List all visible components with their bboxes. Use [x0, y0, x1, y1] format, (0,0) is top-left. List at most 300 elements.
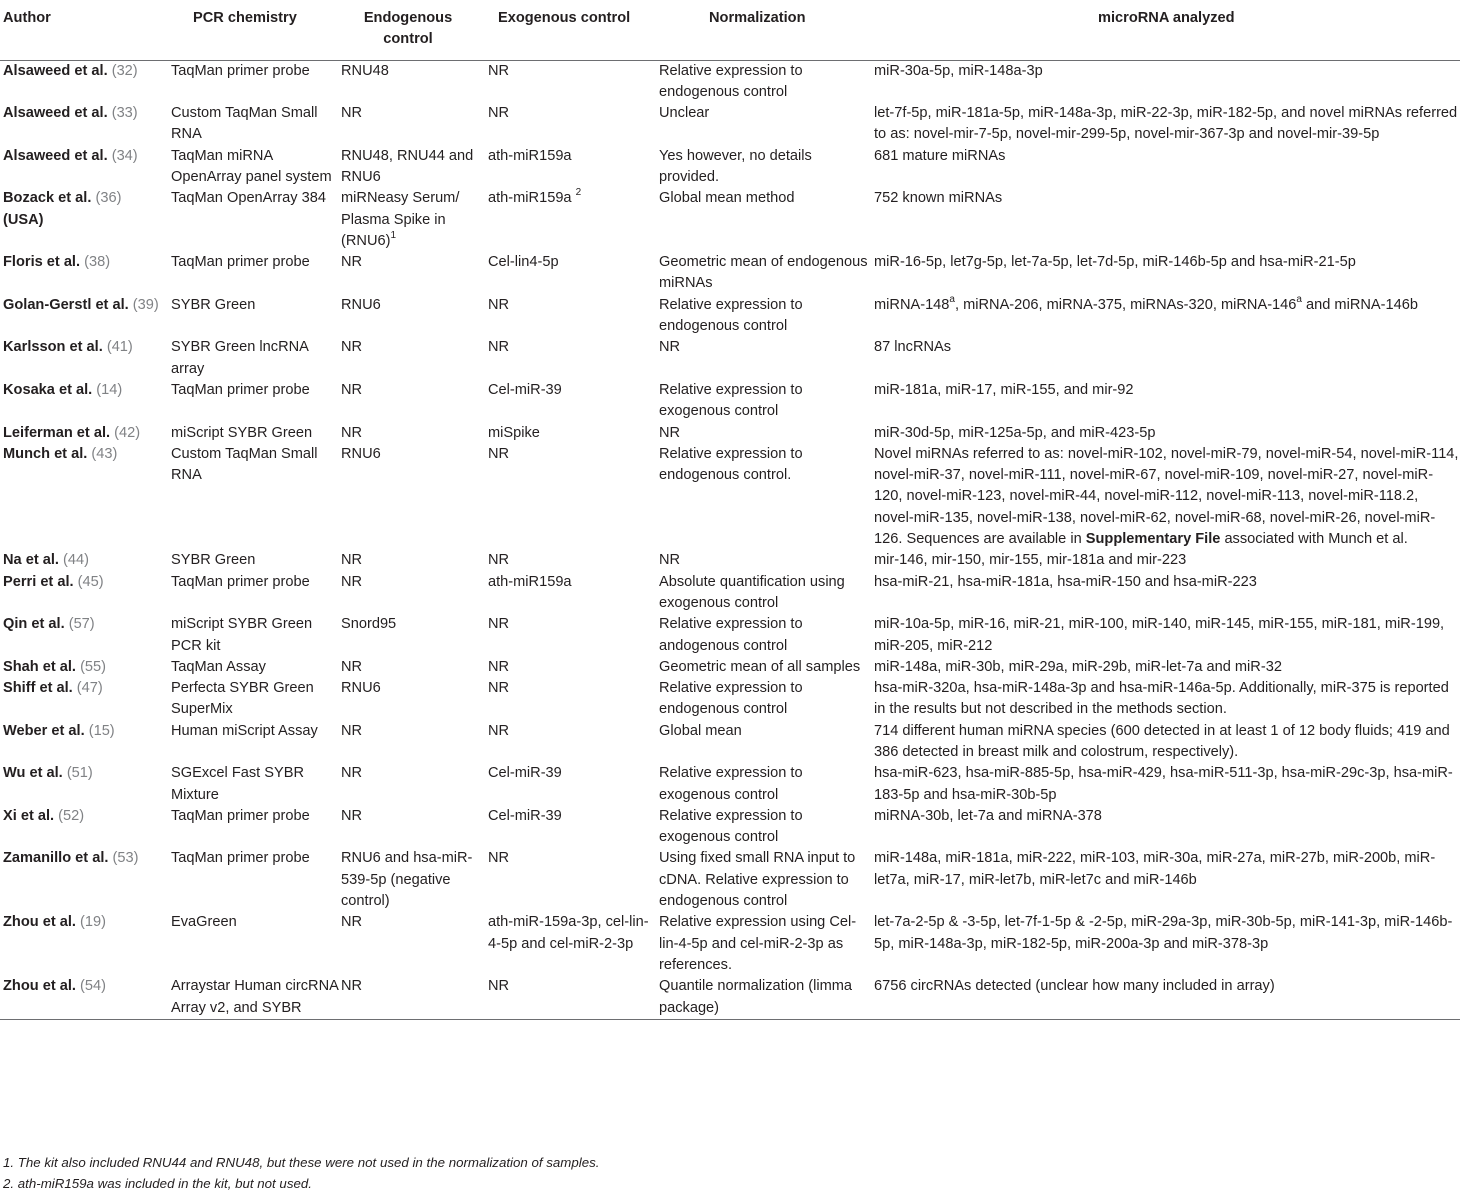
endogenous-control-cell-text: NR [341, 381, 363, 398]
normalization-cell-text: Geometric mean of endogenous miRNAs [659, 254, 868, 292]
normalization-cell [658, 295, 871, 338]
reference-link[interactable]: (14) [96, 381, 123, 398]
exogenous-control-cell-text: NR [488, 658, 510, 675]
normalization-cell [658, 614, 871, 657]
microrna-cell-text: miR-30d-5p, miR-125a-5p, and miR-423-5p [874, 424, 1156, 441]
pcr-chemistry-cell-text: miScript SYBR Green [171, 424, 313, 441]
reference-link[interactable]: (53) [112, 850, 139, 867]
endogenous-control-cell [339, 976, 487, 1019]
endogenous-control-cell-text: NR [341, 914, 363, 931]
microrna-text: miRNA-148 [874, 296, 950, 313]
exogenous-control-cell [487, 252, 658, 295]
endogenous-control-cell-text: NR [341, 658, 363, 675]
endogenous-control-cell [339, 60, 487, 103]
author-name: Weber et al. [3, 722, 85, 739]
author-cell [0, 848, 171, 912]
table-row [0, 423, 1460, 444]
microrna-cell [871, 614, 1460, 657]
microrna-cell [871, 806, 1460, 849]
reference-link[interactable]: (39) [132, 296, 159, 313]
microrna-cell [871, 550, 1460, 571]
endogenous-control-cell-text: NR [341, 339, 363, 356]
microrna-cell [871, 912, 1460, 976]
endogenous-control-cell-text: NR [341, 573, 363, 590]
endogenous-control-cell [339, 146, 487, 189]
microrna-cell [871, 763, 1460, 806]
author-name: Floris et al. [3, 254, 81, 271]
author-name: Alsaweed et al. [3, 62, 108, 79]
normalization-cell [658, 252, 871, 295]
exogenous-control-cell [487, 678, 658, 721]
author-name: Bozack et al. [3, 190, 92, 207]
exogenous-control-cell-text: ath-miR-159a-3p, cel-lin-4-5p and cel-miR-2-3p [488, 914, 649, 952]
author-cell [0, 657, 171, 678]
exogenous-control-cell-text: NR [488, 105, 510, 122]
endogenous-control-cell [339, 337, 487, 380]
footnote-marker: a [949, 293, 955, 305]
normalization-cell-text: Global mean [659, 722, 742, 739]
pcr-chemistry-cell [171, 252, 339, 295]
microrna-cell [871, 60, 1460, 103]
pcr-chemistry-cell-text: TaqMan primer probe [171, 850, 310, 867]
pcr-chemistry-cell [171, 103, 339, 146]
pcr-chemistry-cell-text: TaqMan primer probe [171, 573, 310, 590]
microrna-cell [871, 103, 1460, 146]
endogenous-control-cell-text: RNU6 [341, 296, 381, 313]
author-cell [0, 337, 171, 380]
reference-link[interactable]: (36) [95, 190, 122, 207]
microrna-cell [871, 423, 1460, 444]
normalization-cell-text: Relative expression to exogenous control [659, 807, 803, 846]
table-row [0, 572, 1460, 615]
normalization-cell-text: Unclear [659, 105, 710, 122]
author-name: Na et al. [3, 552, 59, 569]
endogenous-control-cell-text: NR [341, 807, 363, 824]
microrna-text: , miRNA-206, miRNA-375, miRNAs-320, miRNA-146 [954, 296, 1297, 313]
endogenous-control-cell [339, 550, 487, 571]
exogenous-control-cell [487, 337, 658, 380]
pcr-chemistry-cell [171, 60, 339, 103]
normalization-cell-text: Global mean method [659, 190, 795, 207]
endogenous-control-cell-text: miRNeasy Serum/ Plasma Spike in (RNU6) [341, 190, 460, 249]
data-table [0, 4, 1460, 1020]
microrna-cell-text: let-7f-5p, miR-181a-5p, miR-148a-3p, miR-22-3p, miR-182-5p, and novel miRNAs referred to as: novel-mir-7-5p, novel-mir-299-5p, novel-mir-367-3p and novel-mir-39-5p [874, 105, 1458, 143]
endogenous-control-cell [339, 423, 487, 444]
microrna-cell [871, 380, 1460, 423]
author-cell [0, 423, 171, 444]
endogenous-control-cell [339, 614, 487, 657]
author-cell [0, 763, 171, 806]
exogenous-control-cell [487, 188, 658, 252]
author-name: Kosaka et al. [3, 381, 93, 398]
pcr-chemistry-cell-text: Perfecta SYBR Green SuperMix [171, 680, 314, 718]
pcr-chemistry-cell [171, 572, 339, 615]
author-name: Xi et al. [3, 807, 55, 824]
normalization-cell-text: NR [659, 424, 681, 441]
reference-link[interactable]: (43) [91, 445, 118, 462]
reference-link[interactable]: (19) [80, 914, 106, 931]
exogenous-control-cell [487, 295, 658, 338]
normalization-cell [658, 572, 871, 615]
normalization-cell-text: Relative expression to endogenous control [659, 296, 803, 335]
exogenous-control-cell-text: NR [488, 616, 510, 633]
pcr-chemistry-cell-text: SYBR Green lncRNA array [171, 339, 309, 377]
author-cell [0, 806, 171, 849]
normalization-cell-text: Relative expression to endogenous control. [659, 445, 803, 484]
microrna-cell-text: 714 different human miRNA species (600 detected in at least 1 of 12 body fluids; 419 and 386 detected in breast milk and colostrum, respectively). [874, 722, 1450, 760]
exogenous-control-cell [487, 912, 658, 976]
author-name: Leiferman et al. [3, 424, 111, 441]
author-name: Wu et al. [3, 765, 63, 782]
table-row [0, 337, 1460, 380]
reference-link[interactable]: (57) [68, 616, 95, 633]
pcr-chemistry-cell-text: TaqMan OpenArray 384 [171, 190, 326, 207]
pcr-chemistry-cell-text: SYBR Green [171, 296, 256, 313]
pcr-chemistry-cell [171, 657, 339, 678]
exogenous-control-cell-text: miSpike [488, 424, 540, 441]
exogenous-control-cell-text: NR [488, 850, 510, 867]
exogenous-control-cell-text: Cel-miR-39 [488, 381, 562, 398]
author-cell [0, 678, 171, 721]
microrna-cell-text: mir-146, mir-150, mir-155, mir-181a and mir-223 [874, 552, 1187, 569]
exogenous-control-cell [487, 146, 658, 189]
normalization-cell-text: Geometric mean of all samples [659, 658, 861, 675]
pcr-chemistry-cell-text: EvaGreen [171, 914, 237, 931]
exogenous-control-cell-text: ath-miR159a [488, 573, 572, 590]
reference-link[interactable]: (33) [111, 105, 138, 122]
normalization-cell-text: Quantile normalization (limma package) [659, 978, 853, 1016]
microrna-cell [871, 848, 1460, 912]
normalization-cell [658, 188, 871, 252]
microrna-cell-text: miRNA-30b, let-7a and miRNA-378 [874, 807, 1102, 824]
header-exogenous-control: Exogenous control [498, 10, 631, 26]
microrna-cell [871, 657, 1460, 678]
exogenous-control-cell-text: ath-miR159a [488, 147, 572, 164]
author-name: Shiff et al. [3, 680, 73, 697]
author-name: Qin et al. [3, 616, 65, 633]
author-name: Shah et al. [3, 658, 76, 675]
author-cell [0, 60, 171, 103]
normalization-cell [658, 60, 871, 103]
endogenous-control-cell [339, 252, 487, 295]
normalization-cell-text: NR [659, 552, 681, 569]
endogenous-control-cell-text: NR [341, 424, 363, 441]
microrna-cell-text: let-7a-2-5p & -3-5p, let-7f-1-5p & -2-5p, miR-29a-3p, miR-30b-5p, miR-141-3p, miR-146b-5p, miR-148a-3p, miR-182-5p, miR-200a-3p and miR-378-3p [874, 914, 1453, 952]
footnote-2: 2. ath-miR159a was included in the kit, but not used. [3, 1176, 312, 1191]
normalization-cell [658, 976, 871, 1019]
pcr-chemistry-cell [171, 380, 339, 423]
table-row [0, 103, 1460, 146]
reference-link[interactable]: (15) [88, 722, 115, 739]
author-cell [0, 912, 171, 976]
endogenous-control-cell-text: RNU6 and hsa-miR-539-5p (negative control) [341, 850, 473, 910]
microrna-cell-text: 681 mature miRNAs [874, 147, 1006, 164]
microrna-text: and miRNA-146b [1301, 296, 1418, 313]
author-name: Zamanillo et al. [3, 850, 109, 867]
endogenous-control-cell [339, 763, 487, 806]
reference-link[interactable]: (52) [58, 807, 85, 824]
endogenous-control-cell-text: NR [341, 254, 363, 271]
exogenous-control-cell-text: NR [488, 978, 510, 995]
table-row [0, 912, 1460, 976]
exogenous-control-cell-text: Cel-lin4-5p [488, 254, 559, 271]
normalization-cell [658, 146, 871, 189]
table-row [0, 806, 1460, 849]
normalization-cell [658, 444, 871, 550]
pcr-chemistry-cell-text: TaqMan primer probe [171, 381, 310, 398]
table-row [0, 380, 1460, 423]
supplementary-file-link[interactable]: Supplementary File [1085, 531, 1221, 548]
table-row [0, 444, 1460, 550]
endogenous-control-cell-text: RNU6 [341, 680, 381, 697]
author-cell [0, 380, 171, 423]
microrna-cell [871, 444, 1460, 550]
microrna-cell-text: hsa-miR-320a, hsa-miR-148a-3p and hsa-miR-146a-5p. Additionally, miR-375 is reported in the results but not described in the methods section. [874, 680, 1449, 718]
table-body [0, 60, 1460, 1019]
pcr-chemistry-cell-text: TaqMan primer probe [171, 62, 310, 79]
pcr-chemistry-cell [171, 550, 339, 571]
microrna-cell-text: miR-181a, miR-17, miR-155, and mir-92 [874, 381, 1134, 398]
pcr-chemistry-cell [171, 337, 339, 380]
normalization-cell-text: Absolute quantification using exogenous control [659, 573, 845, 611]
pcr-chemistry-cell [171, 912, 339, 976]
normalization-cell [658, 763, 871, 806]
pcr-chemistry-cell-text: Custom TaqMan Small RNA [171, 445, 318, 484]
endogenous-control-cell [339, 572, 487, 615]
endogenous-control-cell-text: NR [341, 765, 363, 782]
normalization-cell [658, 721, 871, 764]
exogenous-control-cell [487, 806, 658, 849]
microrna-cell-text: miR-10a-5p, miR-16, miR-21, miR-100, miR-140, miR-145, miR-155, miR-181, miR-199, miR-205, miR-212 [874, 616, 1445, 654]
normalization-cell-text: Yes however, no details provided. [659, 147, 812, 185]
exogenous-control-cell [487, 380, 658, 423]
normalization-cell [658, 380, 871, 423]
microrna-text: Novel miRNAs referred to as: novel-miR-102, novel-miR-79, novel-miR-54, novel-miR-114, novel-miR-37, novel-miR-111, novel-miR-67, novel-miR-109, novel-miR-27, novel-miR-120, novel-miR-123, novel-miR-44, novel-miR-112, novel-miR-113, novel-miR-118.2, novel-miR-135, novel-miR-138, novel-miR-62, novel-miR-68, novel-miR-26, novel-miR-126. Sequences are available in [874, 445, 1459, 548]
microrna-cell [871, 252, 1460, 295]
microrna-cell-text: miR-148a, miR-30b, miR-29a, miR-29b, miR-let-7a and miR-32 [874, 658, 1282, 675]
normalization-cell-text: Relative expression to exogenous control [659, 765, 803, 803]
table-row [0, 614, 1460, 657]
exogenous-control-cell [487, 572, 658, 615]
normalization-cell-text: Relative expression to endogenous control [659, 680, 803, 718]
endogenous-control-cell-text: RNU6 [341, 445, 381, 462]
pcr-chemistry-cell [171, 763, 339, 806]
author-cell [0, 188, 171, 252]
microrna-cell [871, 188, 1460, 252]
normalization-cell [658, 657, 871, 678]
table-row [0, 188, 1460, 252]
endogenous-control-cell-text: NR [341, 978, 363, 995]
footnote-1: 1. The kit also included RNU44 and RNU48, but these were not used in the normalization of samples. [3, 1155, 600, 1170]
header-endogenous-control: Endogenous control [363, 10, 453, 48]
endogenous-control-cell-text: NR [341, 552, 363, 569]
endogenous-control-cell [339, 444, 487, 550]
pcr-chemistry-cell [171, 423, 339, 444]
table-row [0, 146, 1460, 189]
reference-link[interactable]: (44) [63, 552, 89, 569]
header-normalization: Normalization [709, 10, 806, 26]
pcr-chemistry-cell [171, 295, 339, 338]
pcr-chemistry-cell [171, 614, 339, 657]
microrna-cell [871, 572, 1460, 615]
table-row [0, 721, 1460, 764]
exogenous-control-cell [487, 550, 658, 571]
microrna-cell [871, 337, 1460, 380]
pcr-chemistry-cell [171, 806, 339, 849]
microrna-cell [871, 146, 1460, 189]
table-row [0, 60, 1460, 103]
header-author: Author [3, 10, 51, 26]
microrna-cell-text: hsa-miR-21, hsa-miR-181a, hsa-miR-150 and hsa-miR-223 [874, 573, 1257, 590]
table-row [0, 295, 1460, 338]
table-row [0, 657, 1460, 678]
author-cell [0, 721, 171, 764]
author-suffix: (USA) [3, 211, 44, 228]
reference-link[interactable]: (42) [114, 424, 141, 441]
exogenous-control-cell [487, 423, 658, 444]
footnotes [3, 1152, 599, 1194]
table-row [0, 678, 1460, 721]
pcr-chemistry-cell-text: TaqMan primer probe [171, 807, 310, 824]
footnote-marker: a [1296, 293, 1302, 305]
author-cell [0, 444, 171, 550]
pcr-chemistry-cell-text: SYBR Green [171, 552, 256, 569]
table-row [0, 763, 1460, 806]
author-cell [0, 295, 171, 338]
author-cell [0, 103, 171, 146]
normalization-cell [658, 806, 871, 849]
microrna-cell [871, 721, 1460, 764]
exogenous-control-cell-text: NR [488, 722, 510, 739]
exogenous-control-cell [487, 60, 658, 103]
reference-link[interactable]: (55) [80, 658, 107, 675]
normalization-cell [658, 848, 871, 912]
exogenous-control-cell-text: NR [488, 552, 510, 569]
exogenous-control-cell [487, 721, 658, 764]
endogenous-control-cell-text: NR [341, 722, 363, 739]
reference-link[interactable]: (54) [80, 978, 106, 995]
table-row [0, 252, 1460, 295]
endogenous-control-cell [339, 806, 487, 849]
exogenous-control-cell [487, 614, 658, 657]
normalization-cell [658, 103, 871, 146]
microrna-text: associated with Munch et al. [1220, 531, 1408, 548]
pcr-chemistry-cell-text: miScript SYBR Green PCR kit [171, 616, 313, 654]
author-name: Alsaweed et al. [3, 147, 108, 164]
reference-link[interactable]: (51) [66, 765, 93, 782]
author-cell [0, 550, 171, 571]
normalization-cell [658, 550, 871, 571]
reference-link[interactable]: (34) [111, 147, 138, 164]
table-row [0, 848, 1460, 912]
author-name: Zhou et al. [3, 978, 76, 995]
microrna-cell [871, 295, 1460, 338]
table-header [0, 4, 1460, 60]
reference-link[interactable]: (47) [76, 680, 103, 697]
endogenous-control-cell [339, 295, 487, 338]
author-name: Munch et al. [3, 445, 88, 462]
exogenous-control-cell-text: NR [488, 296, 510, 313]
microrna-cell-text: miR-148a, miR-181a, miR-222, miR-103, miR-30a, miR-27a, miR-27b, miR-200b, miR-let7a, miR-17, miR-let7b, miR-let7c and miR-146b [874, 850, 1436, 888]
author-cell [0, 252, 171, 295]
reference-link[interactable]: (38) [84, 254, 111, 271]
pcr-chemistry-cell-text: Custom TaqMan Small RNA [171, 105, 318, 143]
exogenous-control-cell-text: NR [488, 62, 510, 79]
endogenous-control-cell [339, 188, 487, 252]
endogenous-control-cell [339, 657, 487, 678]
header-microrna-analyzed: microRNA analyzed [1098, 10, 1235, 26]
exogenous-control-cell [487, 657, 658, 678]
endogenous-control-cell [339, 103, 487, 146]
exogenous-control-cell-text: NR [488, 680, 510, 697]
microrna-cell-text: 752 known miRNAs [874, 190, 1003, 207]
exogenous-control-cell-text: NR [488, 339, 510, 356]
normalization-cell-text: Relative expression to andogenous control [659, 616, 803, 654]
endogenous-control-cell [339, 721, 487, 764]
reference-link[interactable]: (41) [106, 339, 133, 356]
footnote-marker: 1 [390, 230, 397, 242]
reference-link[interactable]: (32) [111, 62, 138, 79]
normalization-cell [658, 678, 871, 721]
author-cell [0, 146, 171, 189]
microrna-cell-text: miR-30a-5p, miR-148a-3p [874, 62, 1043, 79]
author-cell [0, 976, 171, 1019]
normalization-cell-text: Relative expression to exogenous control [659, 381, 803, 420]
author-cell [0, 614, 171, 657]
normalization-cell [658, 423, 871, 444]
exogenous-control-cell [487, 103, 658, 146]
microrna-cell-text: hsa-miR-623, hsa-miR-885-5p, hsa-miR-429, hsa-miR-511-3p, hsa-miR-29c-3p, hsa-miR-183-5p and hsa-miR-30b-5p [874, 765, 1453, 803]
exogenous-control-cell-text: ath-miR159a [488, 190, 572, 207]
microrna-cell [871, 976, 1460, 1019]
exogenous-control-cell [487, 763, 658, 806]
pcr-chemistry-cell-text: TaqMan primer probe [171, 254, 310, 271]
author-cell [0, 572, 171, 615]
normalization-cell-text: Relative expression using Cel-lin-4-5p and cel-miR-2-3p as references. [659, 914, 857, 973]
pcr-chemistry-cell [171, 976, 339, 1019]
normalization-cell-text: Relative expression to endogenous control [659, 62, 803, 100]
endogenous-control-cell-text: Snord95 [341, 616, 397, 633]
normalization-cell [658, 912, 871, 976]
exogenous-control-cell [487, 976, 658, 1019]
pcr-chemistry-cell-text: SGExcel Fast SYBR Mixture [171, 765, 305, 803]
author-name: Alsaweed et al. [3, 105, 108, 122]
endogenous-control-cell [339, 912, 487, 976]
table-row [0, 550, 1460, 571]
endogenous-control-cell-text: RNU48, RNU44 and RNU6 [341, 147, 474, 185]
pcr-chemistry-cell [171, 444, 339, 550]
header-row [0, 4, 1460, 60]
exogenous-control-cell-text: Cel-miR-39 [488, 807, 562, 824]
exogenous-control-cell-text: NR [488, 445, 510, 462]
pcr-chemistry-cell [171, 188, 339, 252]
reference-link[interactable]: (45) [77, 573, 104, 590]
pcr-chemistry-cell [171, 721, 339, 764]
normalization-cell-text: NR [659, 339, 681, 356]
microrna-cell-text: 87 lncRNAs [874, 339, 952, 356]
endogenous-control-cell-text: NR [341, 105, 363, 122]
normalization-cell [658, 337, 871, 380]
author-name: Zhou et al. [3, 914, 76, 931]
author-name: Perri et al. [3, 573, 74, 590]
author-name: Golan-Gerstl et al. [3, 296, 129, 313]
microrna-cell [871, 678, 1460, 721]
endogenous-control-cell-text: RNU48 [341, 62, 389, 79]
endogenous-control-cell [339, 848, 487, 912]
pcr-chemistry-cell-text: Arraystar Human circRNA Array v2, and SYBR [171, 978, 339, 1016]
exogenous-control-cell-text: Cel-miR-39 [488, 765, 562, 782]
endogenous-control-cell [339, 678, 487, 721]
